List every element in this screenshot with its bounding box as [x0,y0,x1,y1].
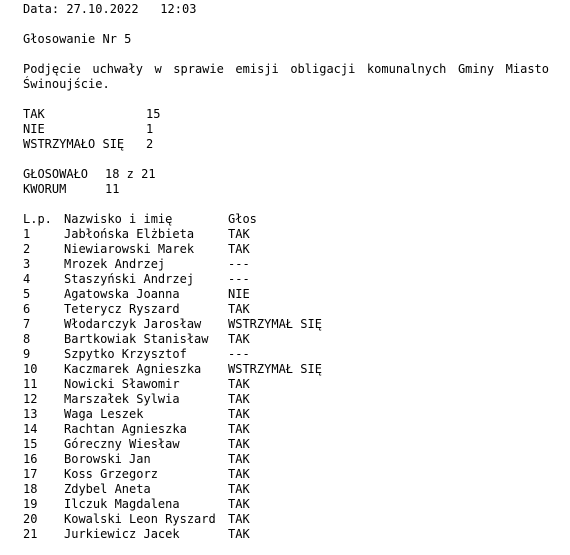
row-lp: 5 [23,287,31,301]
row-lp: 1 [23,227,31,241]
tally-label: TAK [23,107,45,121]
summary-value: 11 [105,182,120,196]
row-vote: TAK [228,437,250,451]
date-label: Data: [23,2,60,16]
table-row [23,422,553,437]
row-name: Teterycz Ryszard [64,302,180,316]
row-vote: TAK [228,242,250,256]
date-value: 27.10.2022 [66,2,139,16]
summary-label: KWORUM [23,182,67,196]
row-vote: TAK [228,302,250,316]
table-header [23,212,553,227]
tally-value: 2 [146,137,154,151]
summary-row-voted [23,167,553,182]
row-vote: TAK [228,332,250,346]
row-lp: 3 [23,257,31,271]
table-row [23,377,553,392]
row-name: Agatowska Joanna [64,287,180,301]
table-row [23,452,553,467]
table-row [23,317,553,332]
row-name: Jurkiewicz Jacek [64,527,180,541]
spacer [23,152,553,167]
vote-description: Podjęcie uchwały w sprawie emisji obligacji komunalnych Gminy Miasto Świnoujście. [23,62,549,91]
table-row [23,257,553,272]
table-row [23,347,553,362]
spacer [23,47,553,62]
summary-value: 18 z 21 [105,167,156,181]
tally-block [23,107,553,152]
row-lp: 7 [23,317,31,331]
row-name: Ilczuk Magdalena [64,497,180,511]
row-lp: 15 [23,437,38,451]
row-name: Kowalski Leon Ryszard [64,512,216,526]
spacer [23,17,553,32]
row-name: Niewiarowski Marek [64,242,195,256]
row-vote: TAK [228,452,250,466]
row-name: Marszałek Sylwia [64,392,180,406]
table-row [23,407,553,422]
tally-row-no [23,122,553,137]
row-lp: 21 [23,527,38,541]
row-lp: 11 [23,377,38,391]
row-vote: TAK [228,392,250,406]
summary-block [23,167,553,197]
row-lp: 20 [23,512,38,526]
summary-row-quorum [23,182,553,197]
row-vote: TAK [228,482,250,496]
row-vote: --- [228,272,250,286]
table-row [23,287,553,302]
vote-title: Głosowanie Nr 5 [23,32,132,46]
row-name: Koss Grzegorz [64,467,158,481]
row-name: Staszyński Andrzej [64,272,195,286]
header-vote: Głos [228,212,257,226]
row-name: Kaczmarek Agnieszka [64,362,202,376]
row-lp: 18 [23,482,38,496]
table-row [23,467,553,482]
row-name: Rachtan Agnieszka [64,422,187,436]
row-vote: WSTRZYMAŁ SIĘ [228,362,322,376]
row-vote: TAK [228,527,250,541]
table-row [23,272,553,287]
row-lp: 19 [23,497,38,511]
row-name: Włodarczyk Jarosław [64,317,202,331]
row-vote: NIE [228,287,250,301]
row-lp: 17 [23,467,38,481]
table-rows [23,227,553,542]
table-row [23,392,553,407]
row-lp: 6 [23,302,31,316]
row-name: Nowicki Sławomir [64,377,180,391]
header-name: Nazwisko i imię [64,212,173,226]
row-lp: 14 [23,422,38,436]
row-lp: 8 [23,332,31,346]
table-row [23,482,553,497]
vote-report [23,2,553,542]
row-vote: TAK [228,497,250,511]
table-row [23,497,553,512]
summary-label: GŁOSOWAŁO [23,167,89,181]
row-lp: 9 [23,347,31,361]
row-vote: --- [228,347,250,361]
row-name: Borowski Jan [64,452,151,466]
spacer [23,197,553,212]
row-vote: WSTRZYMAŁ SIĘ [228,317,322,331]
row-lp: 2 [23,242,31,256]
row-vote: TAK [228,407,250,421]
spacer [23,92,553,107]
row-vote: TAK [228,377,250,391]
table-row [23,332,553,347]
row-name: Waga Leszek [64,407,144,421]
row-lp: 4 [23,272,31,286]
tally-value: 15 [146,107,161,121]
row-lp: 12 [23,392,38,406]
row-lp: 13 [23,407,38,421]
tally-label: NIE [23,122,45,136]
row-name: Góreczny Wiesław [64,437,180,451]
tally-label: WSTRZYMAŁO SIĘ [23,137,125,151]
row-vote: --- [228,257,250,271]
row-name: Zdybel Aneta [64,482,151,496]
table-row [23,362,553,377]
row-name: Szpytko Krzysztof [64,347,187,361]
header-lp: L.p. [23,212,52,226]
row-lp: 16 [23,452,38,466]
table-row [23,437,553,452]
table-row [23,242,553,257]
row-vote: TAK [228,467,250,481]
tally-row-yes [23,107,553,122]
row-lp: 10 [23,362,38,376]
table-row [23,227,553,242]
time-value: 12:03 [160,2,197,16]
table-row [23,512,553,527]
tally-row-abstain [23,137,553,152]
table-row [23,302,553,317]
row-name: Mrozek Andrzej [64,257,166,271]
row-vote: TAK [228,512,250,526]
row-vote: TAK [228,227,250,241]
row-name: Bartkowiak Stanisław [64,332,209,346]
tally-value: 1 [146,122,154,136]
vote-table [23,212,553,542]
date-line [23,2,553,17]
row-vote: TAK [228,422,250,436]
table-row [23,527,553,542]
row-name: Jabłońska Elżbieta [64,227,195,241]
